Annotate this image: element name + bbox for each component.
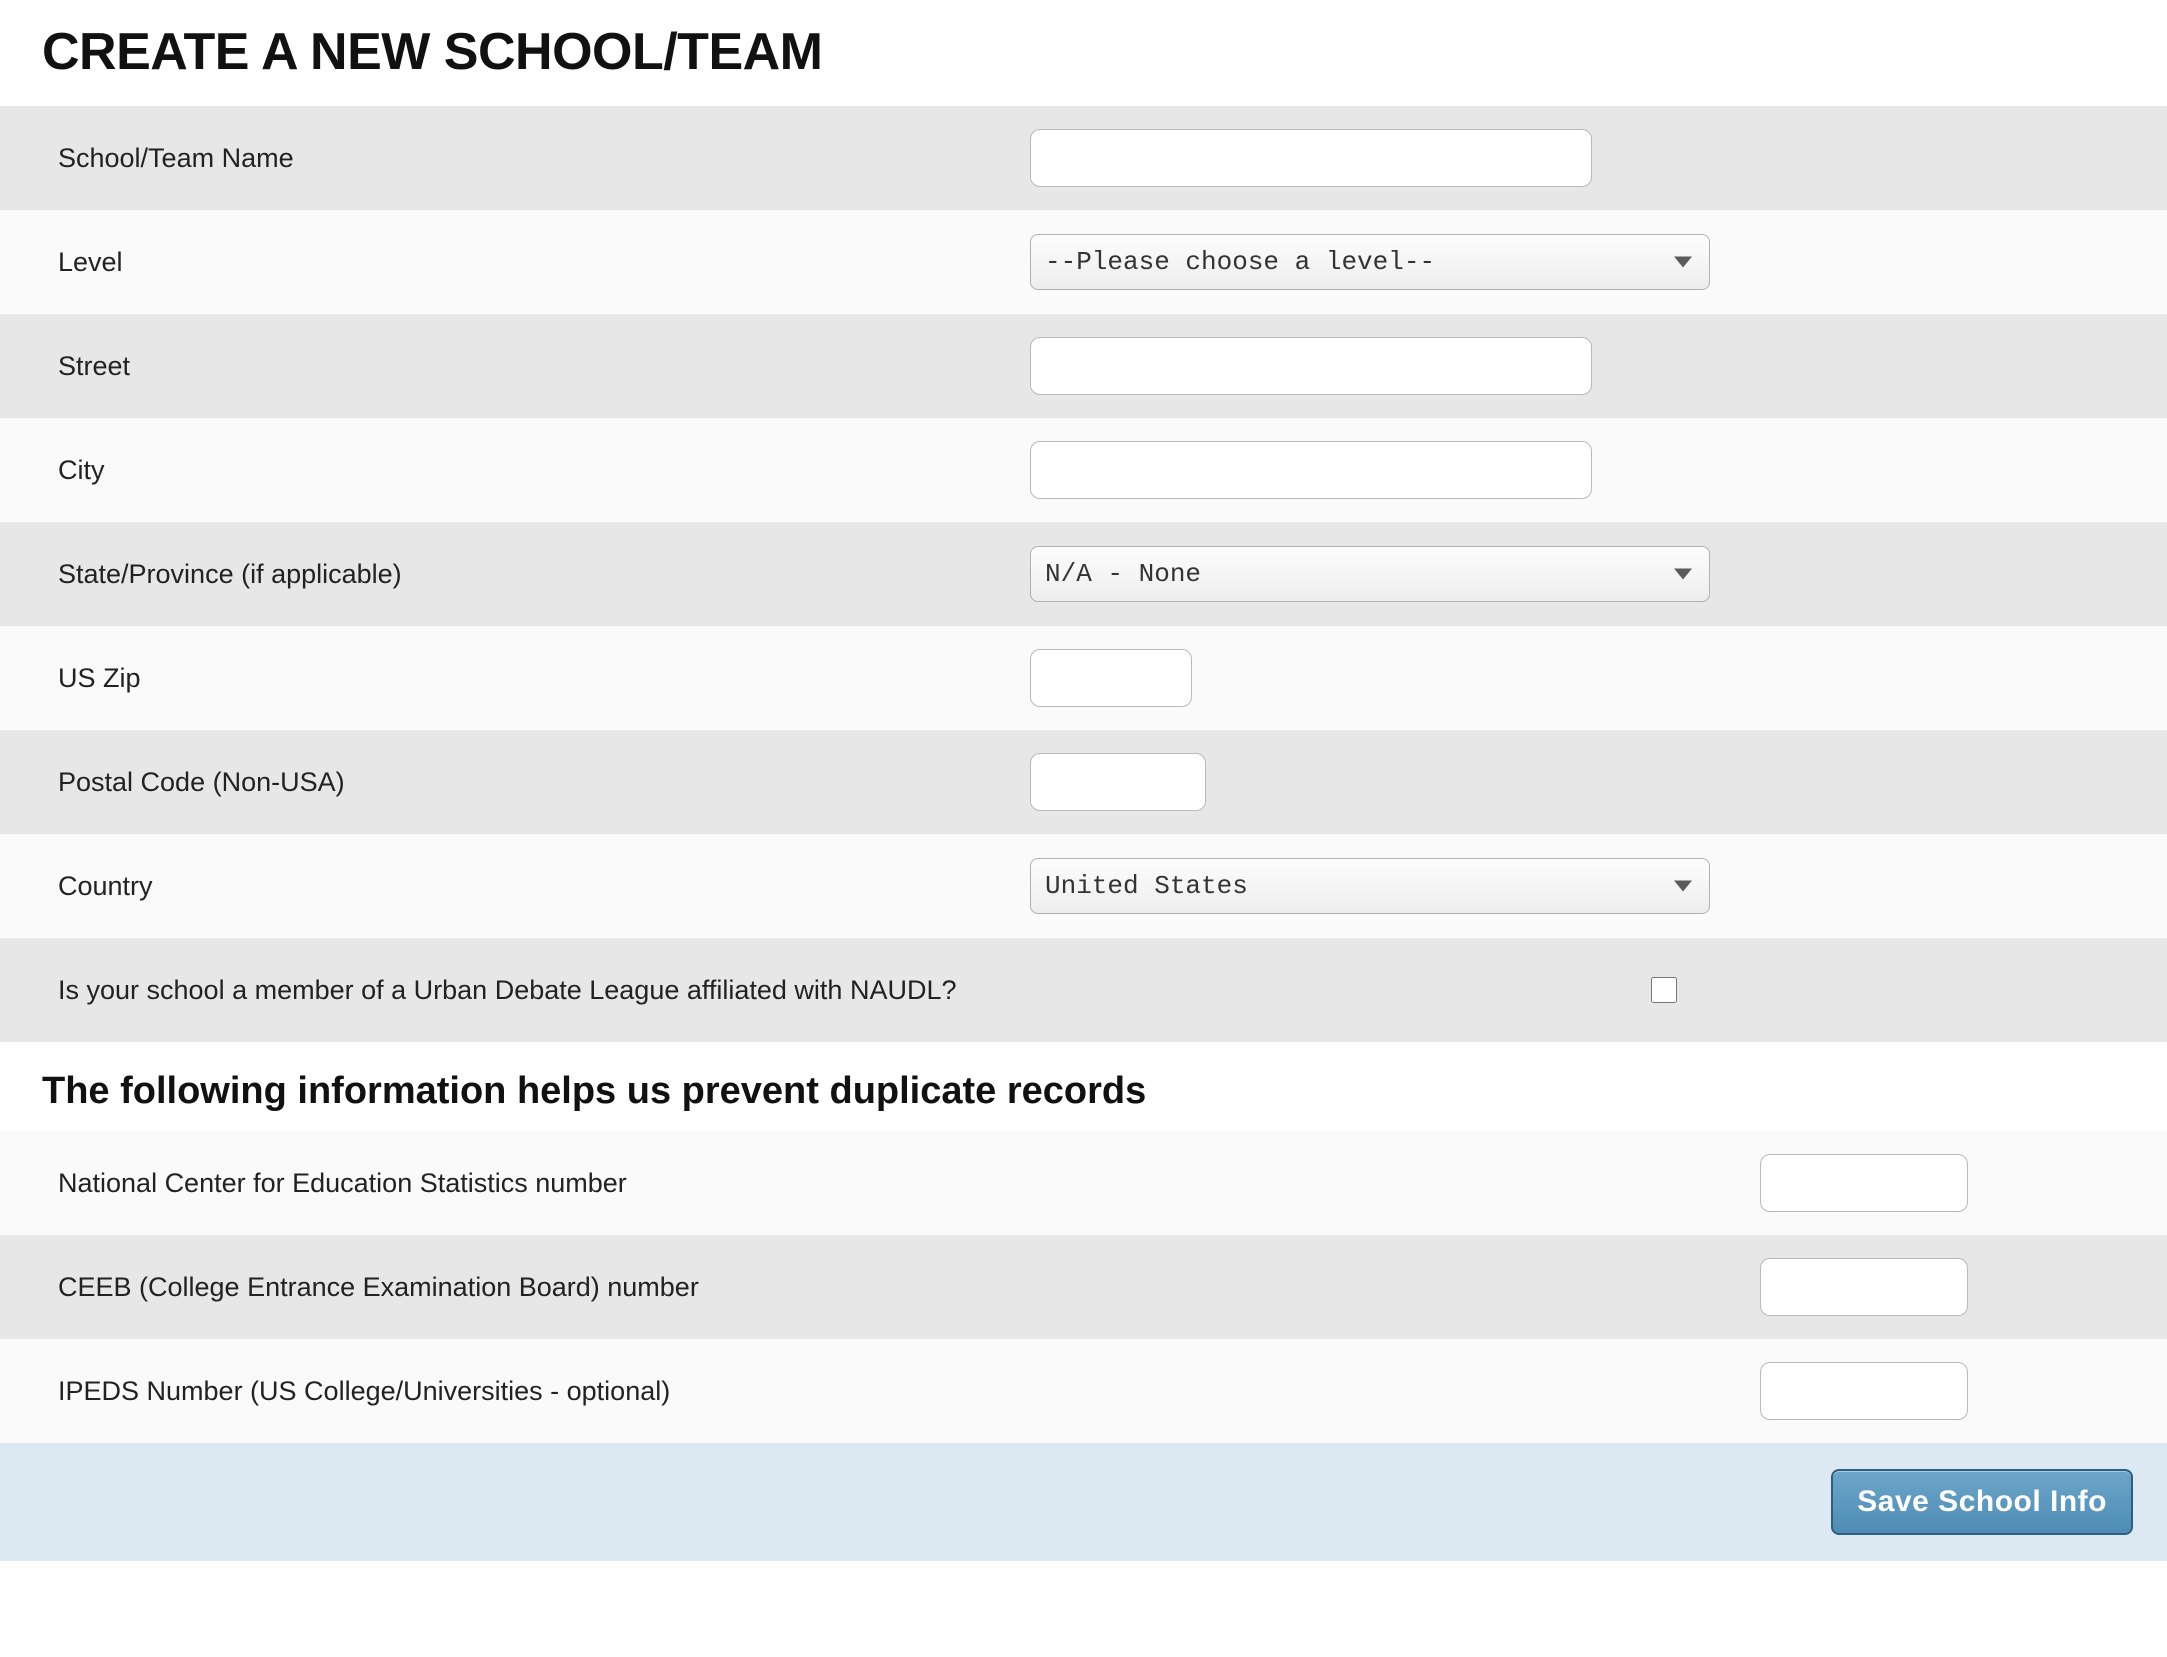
- form-row-city: [0, 418, 2167, 522]
- duplicate-records-form: [0, 1131, 2167, 1443]
- label-state: State/Province (if applicable): [58, 558, 402, 589]
- us-zip-input[interactable]: [1030, 649, 1192, 707]
- field-level: [1030, 234, 2167, 290]
- field-state: [1030, 546, 2167, 602]
- form-row-state: [0, 522, 2167, 626]
- field-postal-code: [1030, 753, 2167, 811]
- form-row-us-zip: [0, 626, 2167, 730]
- field-street: [1030, 337, 2167, 395]
- label-school-name: School/Team Name: [58, 142, 294, 173]
- state-select-wrap: [1030, 546, 1710, 602]
- form-row-level: [0, 210, 2167, 314]
- field-nces: [1760, 1154, 2167, 1212]
- country-select[interactable]: [1030, 858, 1710, 914]
- street-input[interactable]: [1030, 337, 1592, 395]
- form-footer: [0, 1443, 2167, 1561]
- ipeds-number-input[interactable]: [1760, 1362, 1968, 1420]
- label-ceeb: CEEB (College Entrance Examination Board) number: [58, 1271, 699, 1302]
- form-row-postal-code: [0, 730, 2167, 834]
- naudl-checkbox[interactable]: [1651, 977, 1677, 1003]
- field-ceeb: [1760, 1258, 2167, 1316]
- city-input[interactable]: [1030, 441, 1592, 499]
- form-row-ceeb: [0, 1235, 2167, 1339]
- label-us-zip: US Zip: [58, 662, 141, 693]
- level-select[interactable]: [1030, 234, 1710, 290]
- create-school-page: [0, 22, 2167, 1591]
- label-city: City: [58, 454, 105, 485]
- field-city: [1030, 441, 2167, 499]
- form-row-school-name: [0, 106, 2167, 210]
- label-country: Country: [58, 870, 153, 901]
- state-select[interactable]: [1030, 546, 1710, 602]
- bottom-spacer: [0, 1561, 2167, 1591]
- nces-number-input[interactable]: [1760, 1154, 1968, 1212]
- school-form: [0, 106, 2167, 1042]
- school-name-input[interactable]: [1030, 129, 1592, 187]
- form-row-nces: [0, 1131, 2167, 1235]
- label-level: Level: [58, 246, 123, 277]
- ceeb-number-input[interactable]: [1760, 1258, 1968, 1316]
- field-ipeds: [1760, 1362, 2167, 1420]
- form-row-ipeds: [0, 1339, 2167, 1443]
- postal-code-input[interactable]: [1030, 753, 1206, 811]
- label-street: Street: [58, 350, 131, 381]
- label-nces: National Center for Education Statistics number: [58, 1167, 627, 1198]
- field-school-name: [1030, 129, 2167, 187]
- label-ipeds: IPEDS Number (US College/Universities - optional): [58, 1375, 671, 1406]
- form-row-country: [0, 834, 2167, 938]
- save-school-info-button[interactable]: Save School Info: [1831, 1469, 2133, 1535]
- field-us-zip: [1030, 649, 2167, 707]
- duplicate-section-heading: The following information helps us prevent duplicate records: [42, 1070, 1147, 1112]
- field-country: [1030, 858, 2167, 914]
- label-naudl: Is your school a member of a Urban Debate League affiliated with NAUDL?: [58, 974, 957, 1005]
- label-postal-code: Postal Code (Non-USA): [58, 766, 345, 797]
- level-select-wrap: [1030, 234, 1710, 290]
- page-title: CREATE A NEW SCHOOL/TEAM: [42, 23, 823, 81]
- form-row-street: [0, 314, 2167, 418]
- country-select-wrap: [1030, 858, 1710, 914]
- form-row-naudl: [0, 938, 2167, 1042]
- field-naudl: [1500, 977, 2167, 1003]
